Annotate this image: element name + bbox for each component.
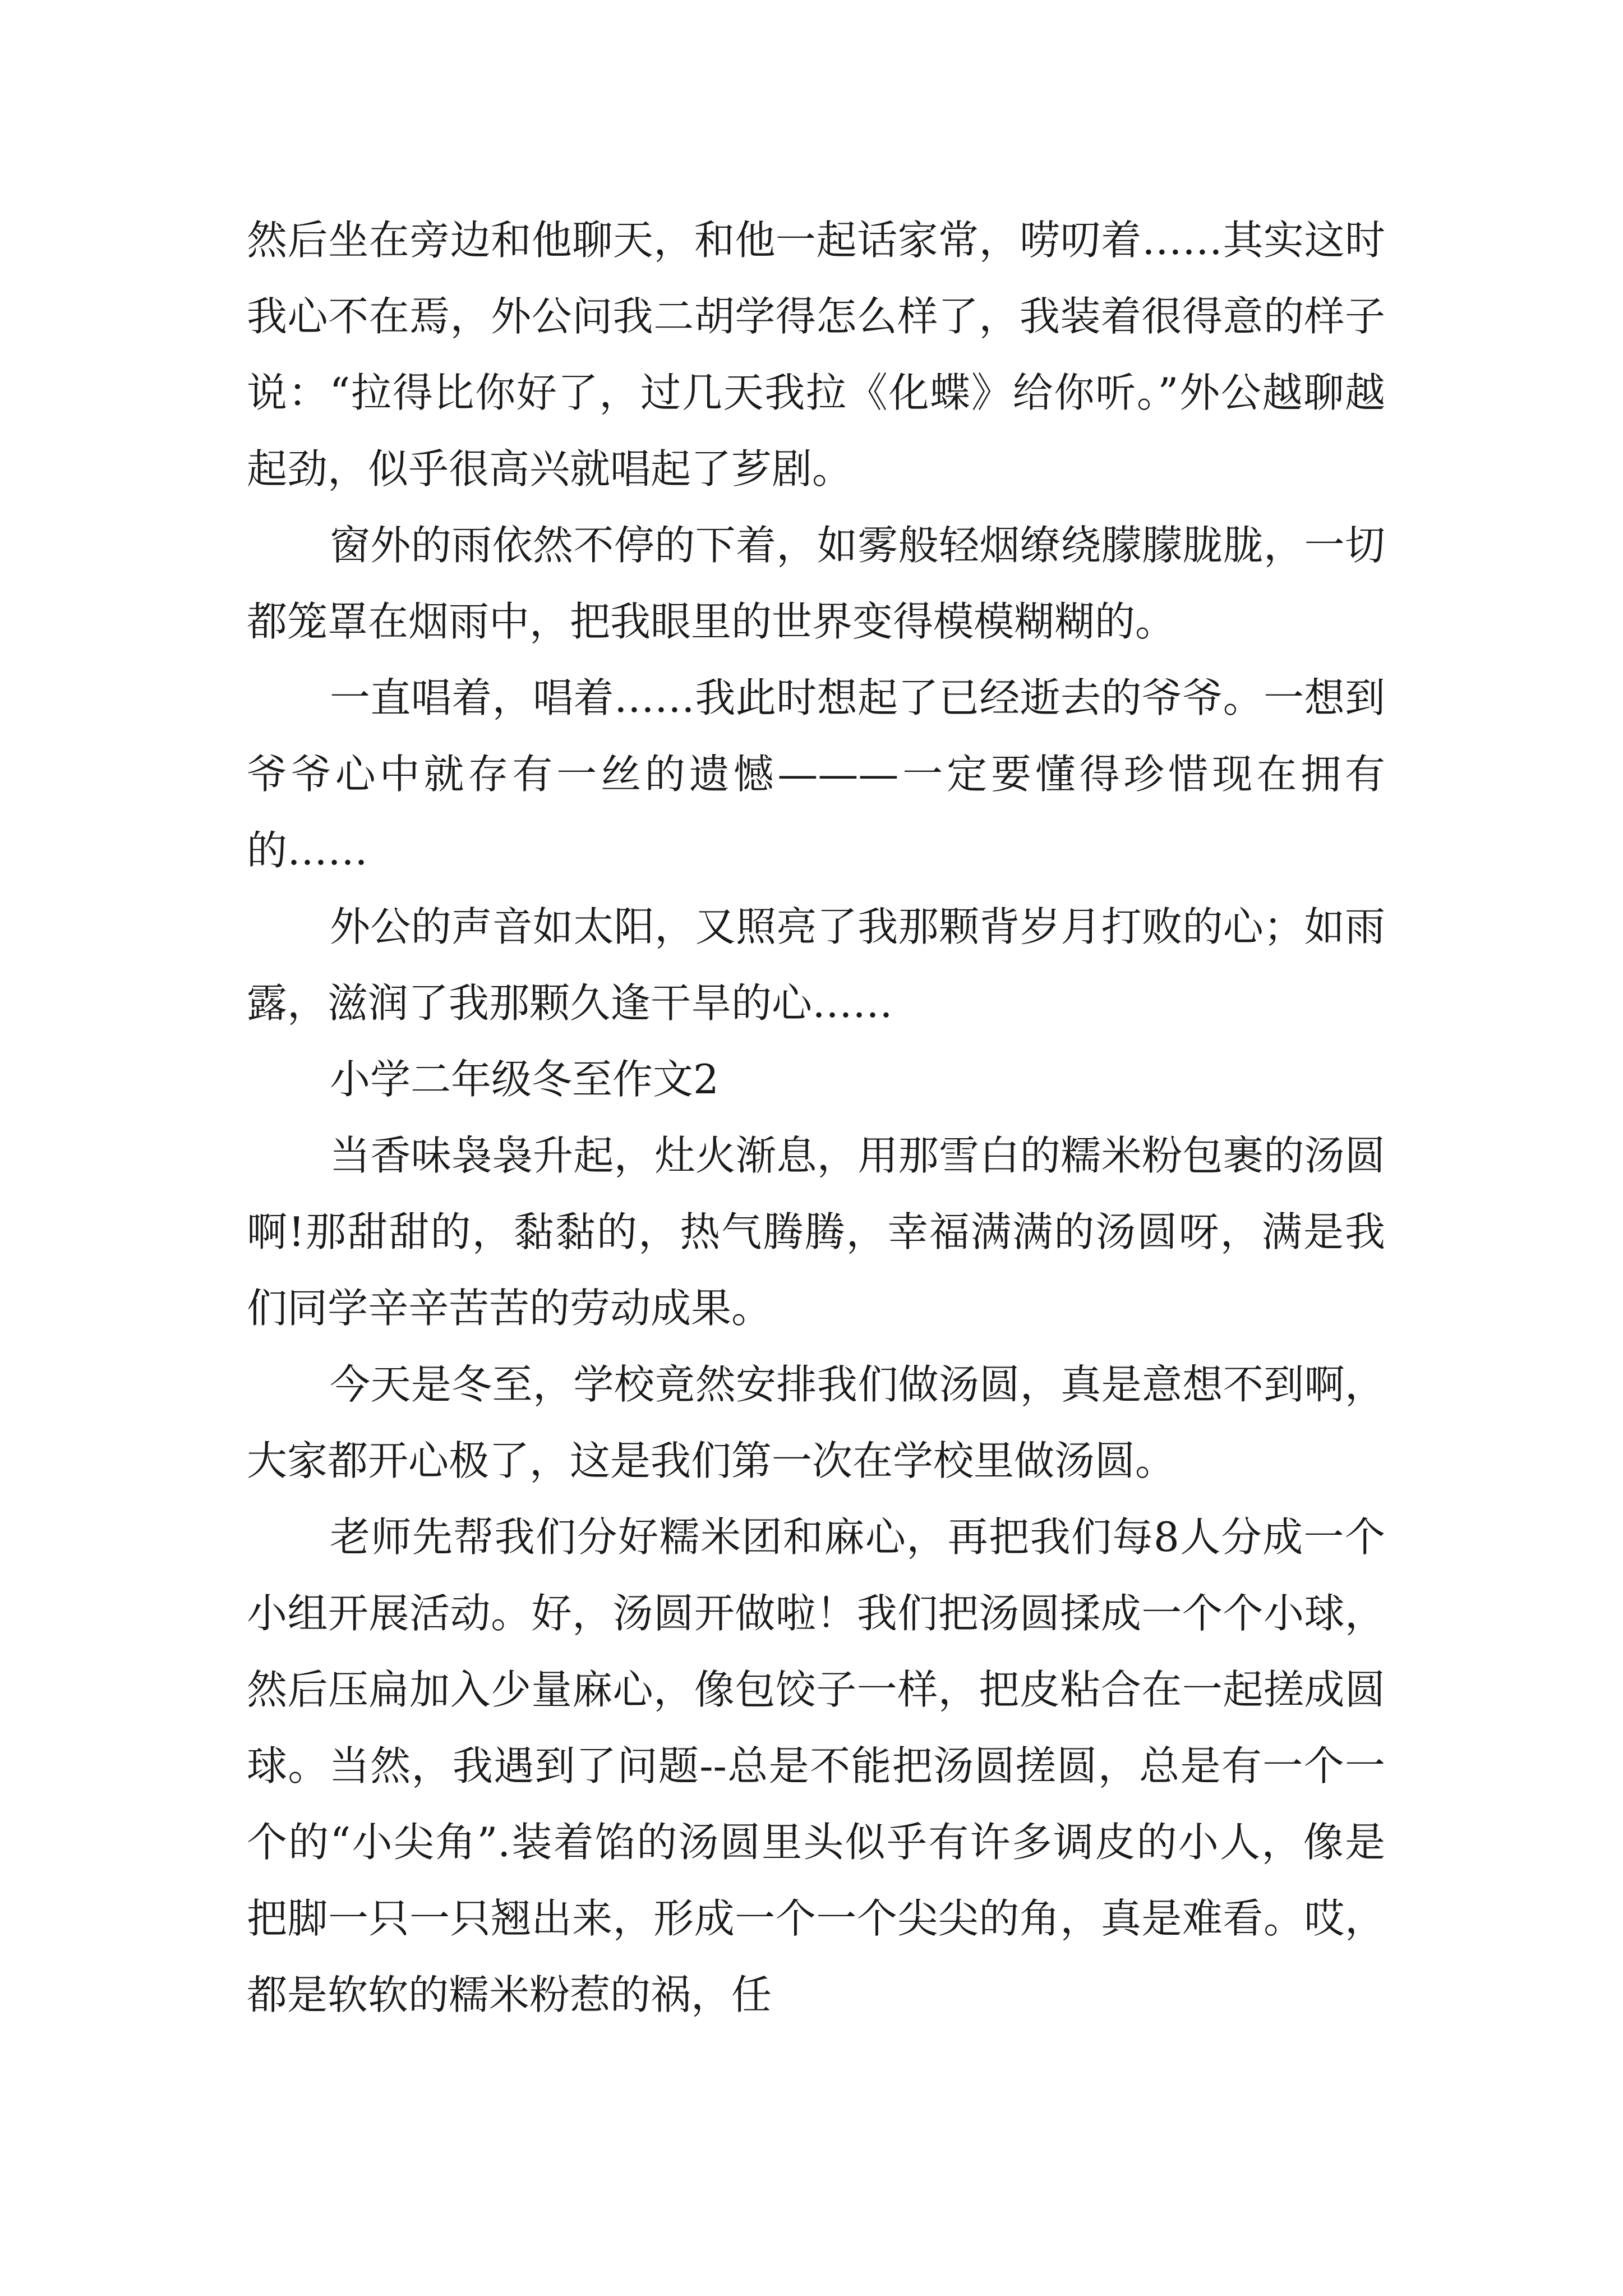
section-paragraph-2: 今天是冬至，学校竟然安排我们做汤圆，真是意想不到啊，大家都开心极了，这是我们第一次在学校里做汤圆。 — [247, 1361, 1385, 1484]
paragraph-1: 然后坐在旁边和他聊天，和他一起话家常，唠叨着……其实这时我心不在焉，外公问我二胡学得怎么样了，我装着很得意的样子说：“拉得比你好了，过几天我拉《化蝶》给你听。”外公越聊越起劲，似乎很高兴就唱起了芗剧。 — [247, 217, 1385, 493]
paragraph-2: 窗外的雨依然不停的下着，如雾般轻烟缭绕朦朦胧胧，一切都笼罩在烟雨中，把我眼里的世界变得模模糊糊的。 — [247, 522, 1385, 645]
section-paragraph-1: 当香味袅袅升起，灶火渐息，用那雪白的糯米粉包裹的汤圆啊!那甜甜的，黏黏的，热气腾腾，幸福满满的汤圆呀，满是我们同学辛辛苦苦的劳动成果。 — [247, 1132, 1385, 1332]
section-title: 小学二年级冬至作文2 — [330, 1056, 719, 1103]
document-body — [247, 202, 1385, 2033]
paragraph-3: 一直唱着，唱着……我此时想起了已经逝去的爷爷。一想到爷爷心中就存有一丝的遗憾———一定要懂得珍惜现在拥有的…… — [247, 674, 1385, 874]
paragraph-4: 外公的声音如太阳，又照亮了我那颗背岁月打败的心；如雨露，滋润了我那颗久逢干旱的心…… — [247, 903, 1385, 1027]
section-paragraph-3: 老师先帮我们分好糯米团和麻心，再把我们每8人分成一个小组开展活动。好，汤圆开做啦！我们把汤圆揉成一个个小球，然后压扁加入少量麻心，像包饺子一样，把皮粘合在一起搓成圆球。当然，我遇到了问题--总是不能把汤圆搓圆，总是有一个一个的“小尖角”.装着馅的汤圆里头似乎有许多调皮的小人，像是把脚一只一只翘出来，形成一个一个尖尖的角，真是难看。哎，都是软软的糯米粉惹的祸，任 — [247, 1513, 1385, 2018]
